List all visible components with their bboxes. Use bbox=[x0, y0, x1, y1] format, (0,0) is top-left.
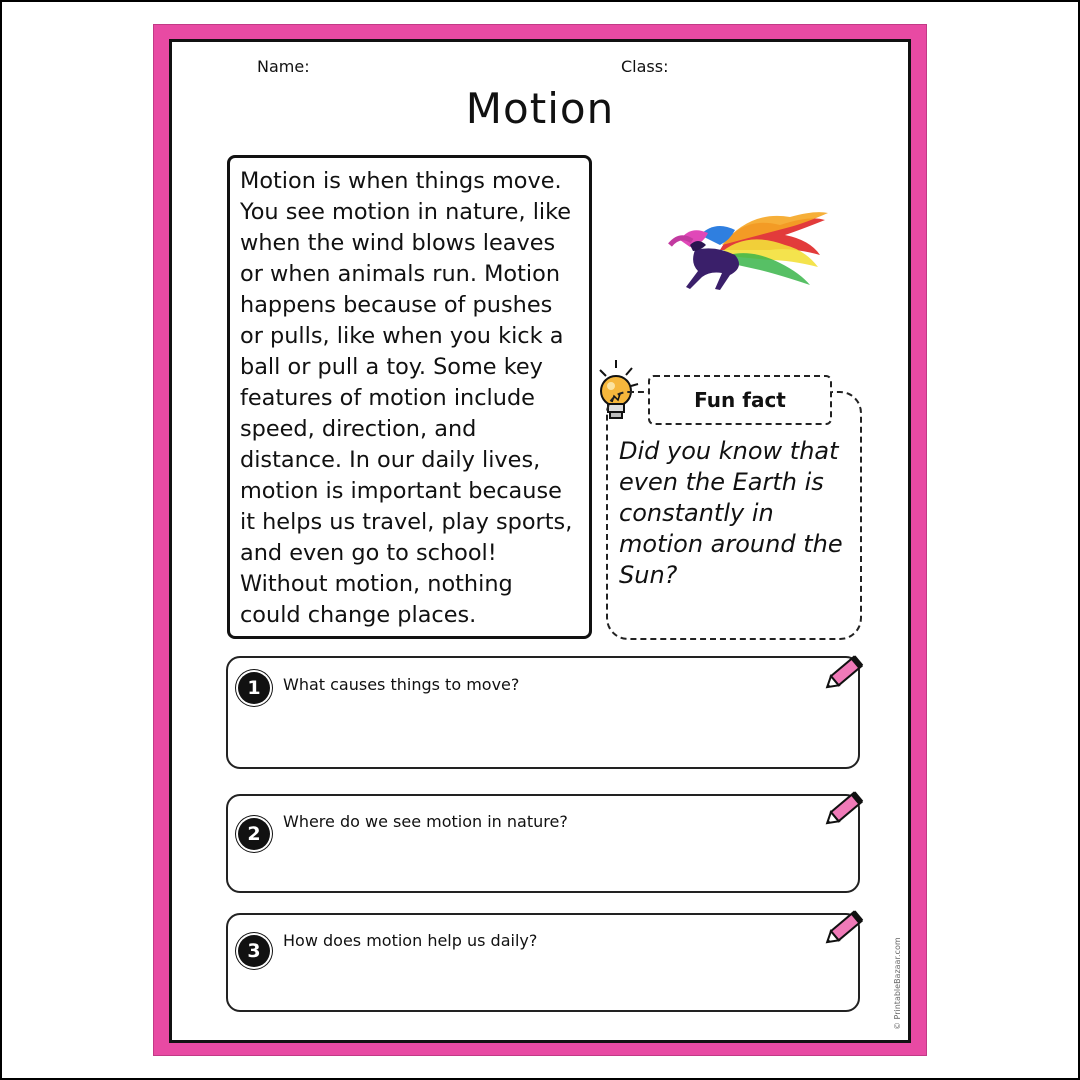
question-text-1: What causes things to move? bbox=[283, 675, 520, 694]
fun-fact-text: Did you know that even the Earth is constantly in motion around the Sun? bbox=[619, 437, 843, 589]
page-title: Motion bbox=[465, 84, 615, 133]
class-label: Class: bbox=[621, 57, 669, 76]
question-number-2: 2 bbox=[238, 818, 270, 850]
pencil-icon bbox=[818, 903, 870, 953]
watermark: © PrintableBazaar.com bbox=[893, 937, 902, 1030]
answer-box-3[interactable] bbox=[226, 913, 860, 1012]
question-text-3: How does motion help us daily? bbox=[283, 931, 538, 950]
rainbow-horse-image bbox=[660, 205, 830, 295]
pencil-icon bbox=[818, 784, 870, 834]
reading-passage: Motion is when things move. You see motion in nature, like when the wind blows leaves or when animals run. Motion happens because of pushes or pulls, like when you kick a ball or pull a toy. Some key features of motion include speed, direction, and distance. In our daily lives, motion is important because it helps us travel, play sports, and even go to school! Without motion, nothing could change places. bbox=[227, 155, 592, 639]
fun-fact-heading: Fun fact bbox=[648, 375, 832, 425]
question-text-2: Where do we see motion in nature? bbox=[283, 812, 568, 831]
question-number-1: 1 bbox=[238, 672, 270, 704]
answer-box-1[interactable] bbox=[226, 656, 860, 769]
question-number-3: 3 bbox=[238, 935, 270, 967]
answer-box-2[interactable] bbox=[226, 794, 860, 893]
pencil-icon bbox=[818, 648, 870, 698]
name-label: Name: bbox=[257, 57, 310, 76]
